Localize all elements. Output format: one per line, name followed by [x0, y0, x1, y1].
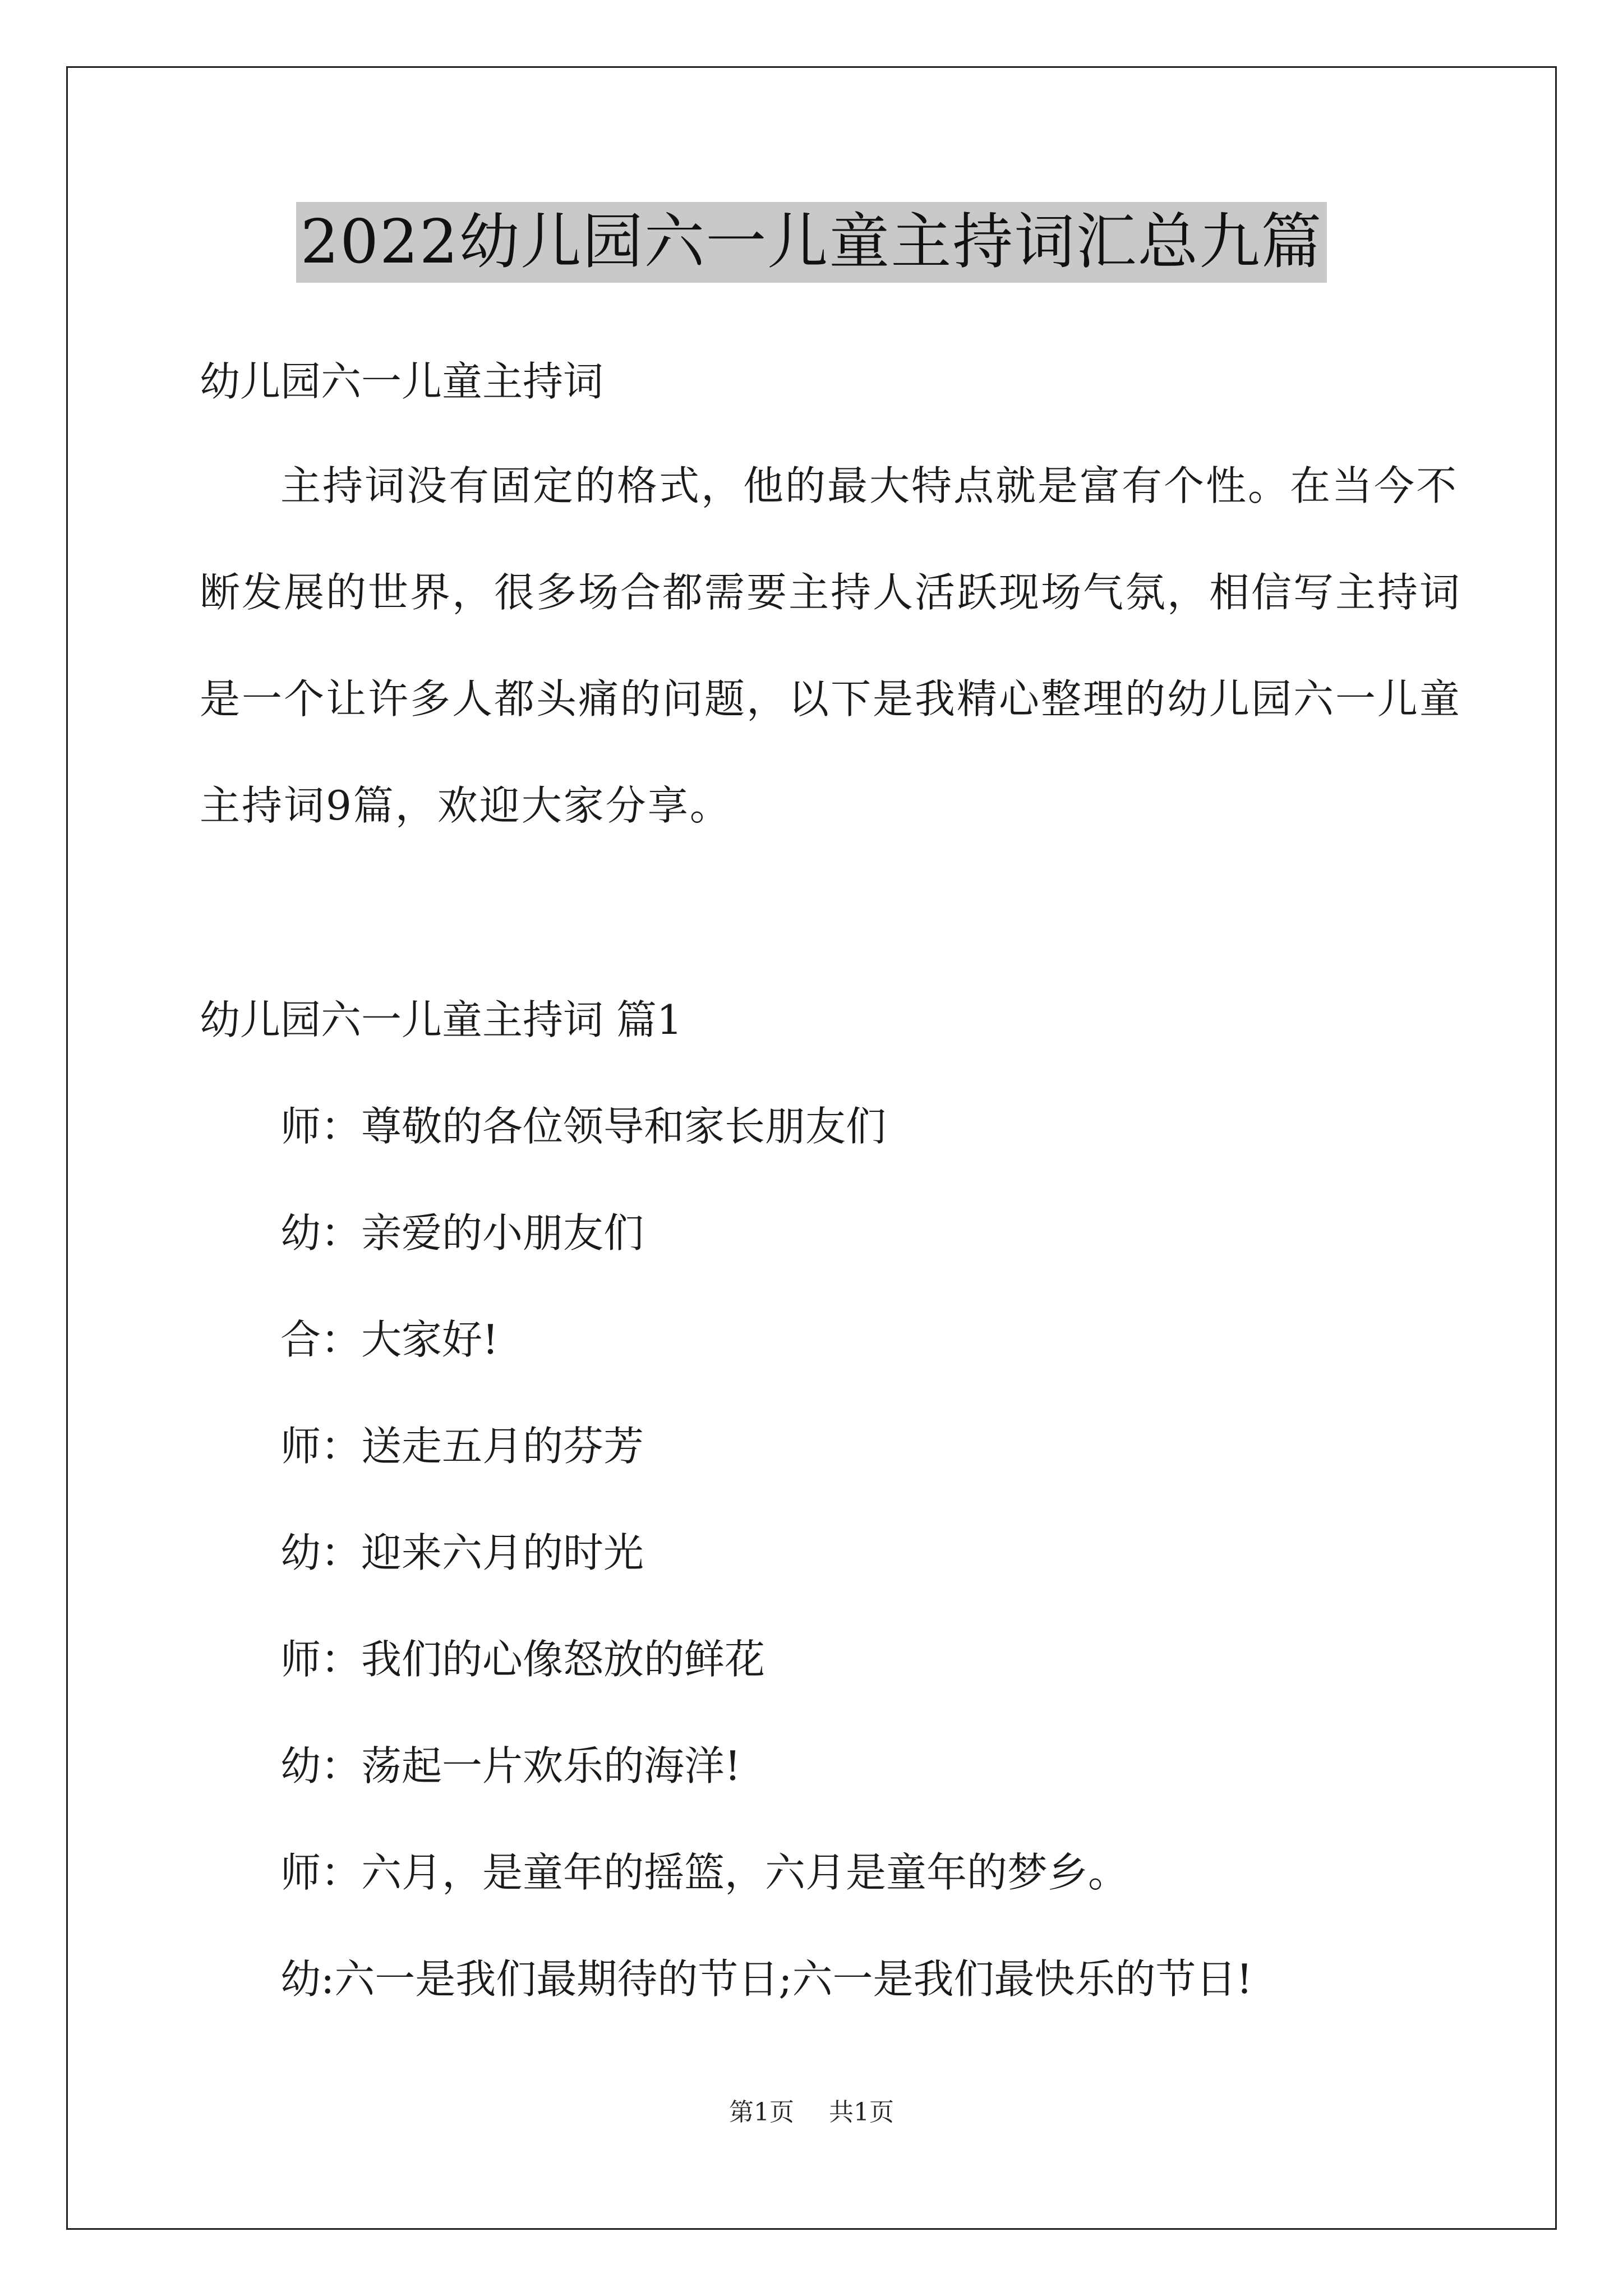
dialogue-line: 师：六月，是童年的摇篮，六月是童年的梦乡。 — [280, 1849, 1129, 1896]
intro-line: 是一个让许多人都头痛的问题，以下是我精心整理的幼儿园六一儿童 — [200, 675, 1462, 723]
section-heading: 幼儿园六一儿童主持词 篇1 — [200, 996, 683, 1043]
intro-heading: 幼儿园六一儿童主持词 — [200, 358, 604, 405]
dialogue-line: 师：我们的心像怒放的鲜花 — [280, 1636, 766, 1683]
dialogue-line: 幼：迎来六月的时光 — [280, 1529, 644, 1576]
intro-line: 断发展的世界，很多场合都需要主持人活跃现场气氛，相信写主持词 — [200, 569, 1462, 616]
dialogue-line: 幼：荡起一片欢乐的海洋! — [280, 1742, 741, 1789]
intro-paragraph — [200, 458, 1462, 884]
document-title: 2022幼儿园六一儿童主持词汇总九篇 — [296, 202, 1327, 283]
dialogue-line: 幼:六一是我们最期待的节日;六一是我们最快乐的节日! — [280, 1955, 1253, 2003]
intro-line: 主持词没有固定的格式，他的最大特点就是富有个性。在当今不 — [280, 462, 1459, 509]
page-number-current: 第1页 — [729, 2098, 794, 2127]
dialogue-line: 合：大家好! — [280, 1316, 499, 1363]
page-number-total: 共1页 — [829, 2098, 894, 2127]
page-footer — [0, 2096, 1623, 2129]
dialogue-line: 幼：亲爱的小朋友们 — [280, 1209, 644, 1257]
title-container — [0, 202, 1623, 283]
dialogue-line: 师：送走五月的芬芳 — [280, 1423, 644, 1470]
intro-line: 主持词9篇，欢迎大家分享。 — [200, 782, 732, 829]
dialogue-line: 师：尊敬的各位领导和家长朋友们 — [280, 1103, 887, 1150]
